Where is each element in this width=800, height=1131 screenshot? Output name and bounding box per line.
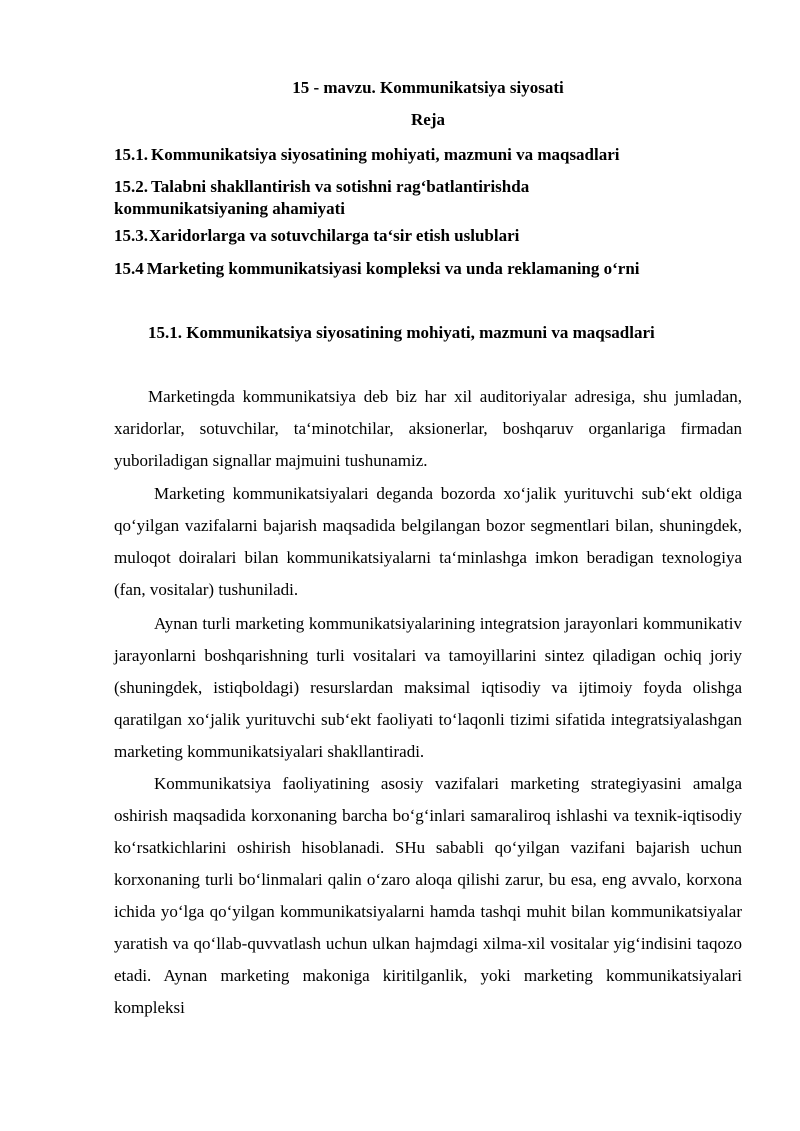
plan-heading: Reja <box>411 110 445 129</box>
paragraph-4: Kommunikatsiya faoliyatining asosiy vazifalari marketing strategiyasini amalga oshirish maqsadida korxonaning barcha bo‘g‘inlari samaraliroq ishlashi va texnik-iqtisodiy ko‘rsatkichlarini oshirish hisoblanadi. SHu sababli qo‘yilgan vazifani bajarish uchun korxonaning turli bo‘linmalari qalin o‘zaro aloqa qilishi zarur, bu esa, eng avvalo, korxona ichida yo‘lga qo‘yilgan kommunikatsiyalarni hamda tashqi muhit bilan kommunikatsiyalar yaratish va qo‘llab-quvvatlash uchun ulkan hajmdagi xilma-xil vositalar yig‘indisini taqozo etadi. Aynan marketing makoniga kiritilganlik, yoki marketing kommunikatsiyalari kompleksi <box>114 774 742 1017</box>
plan-item-number: 15.2. <box>114 177 148 196</box>
paragraph-2: Marketing kommunikatsiyalari deganda bozorda xo‘jalik yurituvchi sub‘ekt oldiga qo‘yilgan vazifalarni bajarish maqsadida belgilangan bozor segmentlari bilan, shuningdek, muloqot doiralari bilan kommunikatsiyalarni ta‘minlashga imkon beradigan texnologiya (fan, vositalar) tushuniladi. <box>114 484 742 599</box>
plan-item-number: 15.1. <box>114 145 148 164</box>
paragraph-3: Aynan turli marketing kommunikatsiyalarining integratsion jarayonlari kommunikativ jarayonlarni boshqarishning turli vositalari va tamoyillarini sintez qiladigan ochiq joriy (shuningdek, istiqboldagi) resurslardan maksimal iqtisodiy va ijtimoiy foyda olishga qaratilgan xo‘jalik yurituvchi sub‘ekt faoliyati to‘laqonli tizimi sifatida integratsiyalashgan marketing kommunikatsiyalari shakllantiradi. <box>114 614 742 761</box>
document-title: 15 - mavzu. Kommunikatsiya siyosati <box>292 78 564 97</box>
plan-item-text: Talabni shakllantirish va sotishni rag‘batlantirishda kommunikatsiyaning ahamiyati <box>114 177 530 218</box>
plan-item-4 <box>114 258 754 280</box>
section-heading: 15.1. Kommunikatsiya siyosatining mohiyati, mazmuni va maqsadlari <box>148 323 655 342</box>
plan-item-text: Marketing kommunikatsiyasi kompleksi va unda reklamaning o‘rni <box>146 259 640 278</box>
plan-item-text: Xaridorlarga va sotuvchilarga ta‘sir etish uslublari <box>149 226 520 245</box>
plan-item-number: 15.3. <box>114 226 148 245</box>
plan-item-number: 15.4 <box>114 259 144 278</box>
plan-item-1 <box>114 144 754 166</box>
paragraph-1: Marketingda kommunikatsiya deb biz har xil auditoriyalar adresiga, shu jumladan, xaridorlar, sotuvchilar, ta‘minotchilar, aksionerlar, boshqaruv organlariga firmadan yuboriladigan signallar majmuini tushunamiz. <box>114 387 742 470</box>
plan-item-3 <box>114 225 754 247</box>
plan-item-text: Kommunikatsiya siyosatining mohiyati, mazmuni va maqsadlari <box>151 145 620 164</box>
plan-item-2 <box>114 176 584 220</box>
